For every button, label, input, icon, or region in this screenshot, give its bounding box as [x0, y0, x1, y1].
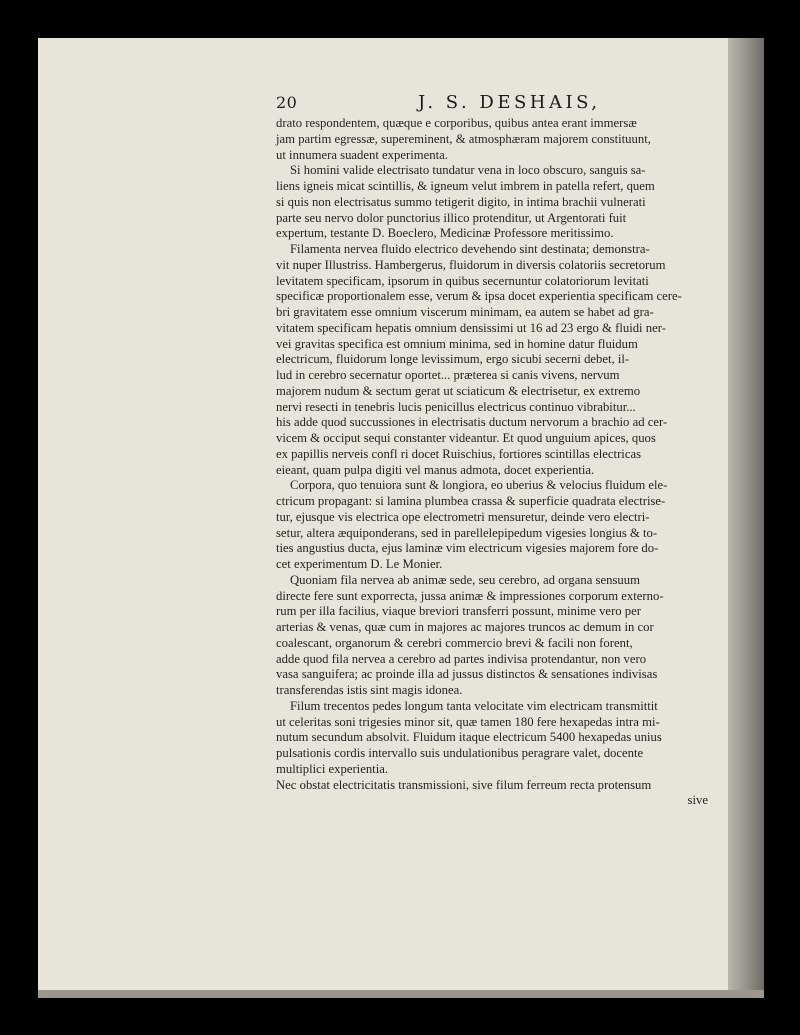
text-line: vicem & occiput sequi constanter videantur. Et quod unguium apices, quos: [276, 431, 656, 445]
body-text: [276, 116, 708, 809]
text-line: jam partim egressæ, supereminent, & atmosphæram majorem constituunt,: [276, 131, 651, 146]
text-line: specificæ proportionalem esse, verum & ipsa docet experientia specificam cere-: [276, 289, 682, 304]
paragraph-start: Quoniam fila nervea ab animæ sede, seu cerebro, ad organa sensuum: [290, 572, 640, 587]
text-line: cet experimentum D. Le Monier.: [276, 557, 443, 571]
text-line: ex papillis nerveis confl ri docet Ruischius, fortiores scintillas electricas: [276, 446, 642, 461]
paragraph-start: Filamenta nervea fluido electrico devehendo sint destinata; demonstra-: [290, 242, 650, 256]
page-edge-shadow: [728, 38, 764, 998]
text-line: multiplici experientia.: [276, 761, 389, 776]
paragraph-start: Filum trecentos pedes longum tanta velocitate vim electricam transmittit: [290, 698, 658, 713]
text-line: transferendas istis sint magis idonea.: [276, 683, 463, 697]
text-line: vitatem specificam hepatis omnium densissimi ut 16 ad 23 ergo & fluidi ner-: [276, 320, 666, 335]
text-line: adde quod fila nervea a cerebro ad partes indivisa protendantur, non vero: [276, 651, 647, 666]
text-line: parte seu nervo dolor punctorius illico protenditur, ut Argentorati fuit: [276, 210, 627, 225]
text-line: liens igneis micat scintillis, & igneum velut imbrem in patella refert, quem: [276, 179, 655, 193]
page-number: 20: [276, 93, 298, 112]
text-line: ut innumera suadent experimenta.: [276, 147, 448, 162]
text-line: arterias & venas, quæ cum in majores ac majores truncos ac demum in cor: [276, 620, 654, 634]
text-line: expertum, testante D. Boeclero, Medicinæ Professore meritissimo.: [276, 226, 614, 241]
text-line: ties angustius ducta, ejus laminæ vim electricum vigesies majorem fore do-: [276, 541, 659, 556]
text-line: bri gravitatem esse omnium viscerum minimam, ea autem se habet ad gra-: [276, 305, 654, 319]
text-line: tur, ejusque vis electrica ope electrometri mensuretur, deinde vero electri-: [276, 509, 650, 524]
text-line: drato respondentem, quæque e corporibus, quibus antea erant immersæ: [276, 116, 637, 130]
text-line: ut celeritas soni trigesies minor sit, quæ tamen 180 fere hexapedas intra mi-: [276, 714, 660, 729]
text-line: si quis non electrisatus summo tetigerit digito, in intima brachii vulnerati: [276, 194, 646, 209]
paragraph-start: Si homini valide electrisato tundatur vena in loco obscuro, sanguis sa-: [290, 163, 646, 178]
paragraph-start: Corpora, quo tenuiora sunt & longiora, eo uberius & velocius fluidum ele-: [290, 478, 668, 493]
text-line: pulsationis cordis intervallo suis undulationibus peragrare valet, docente: [276, 746, 644, 760]
text-line: eieant, quam pulpa digiti vel manus admota, docet experientia.: [276, 462, 595, 477]
text-line: vei gravitas specifica est omnium minima, sed in homine datur fluidum: [276, 336, 638, 351]
text-line: majorem nudum & sectum gerat ut sciaticum & electrisetur, ex extremo: [276, 383, 641, 398]
text-line: lud in cerebro secernatur oportet... præterea si canis vivens, nervum: [276, 368, 620, 382]
text-line: nutum secundum absolvit. Fluidum itaque electricum 5400 hexapedas unius: [276, 730, 662, 745]
text-line: directe fere sunt exporrecta, jussa animæ & impressiones corporum externo-: [276, 588, 664, 603]
text-line: electricum, fluidorum longe levissimum, ergo sicubi secerni debet, il-: [276, 352, 630, 367]
page-bottom-shadow: [38, 990, 764, 998]
text-line: coalescant, organorum & cerebri commercio brevi & facili non forent,: [276, 635, 633, 650]
text-line: Nec obstat electricitatis transmissioni, sive filum ferreum recta protensum: [276, 777, 652, 792]
text-line: vit nuper Illustriss. Hambergerus, fluidorum in diversis colatoriis secretorum: [276, 257, 666, 272]
running-title: J. S. DESHAIS,: [418, 92, 601, 113]
catchword: sive: [687, 793, 708, 808]
text-line: levitatem specificam, ipsorum in quibus secernuntur colatoriorum levitati: [276, 273, 649, 288]
text-line: ctricum propagant: si lamina plumbea crassa & superficie quadrata electrise-: [276, 494, 666, 508]
text-line: vasa sanguifera; ac proinde illa ad jussus distinctos & sensationes indivisas: [276, 667, 658, 682]
text-line: nervi resecti in tenebris lucis penicillus electricus continuo vibrabitur...: [276, 399, 636, 414]
text-line: rum per illa facilius, viaque breviori transferri possunt, minime vero per: [276, 604, 642, 619]
text-line: his adde quod succussiones in electrisatis ductum nervorum a brachio ad cer-: [276, 415, 668, 430]
text-line: setur, altera æquiponderans, sed in parellelepipedum vigesies longius & to-: [276, 525, 658, 540]
